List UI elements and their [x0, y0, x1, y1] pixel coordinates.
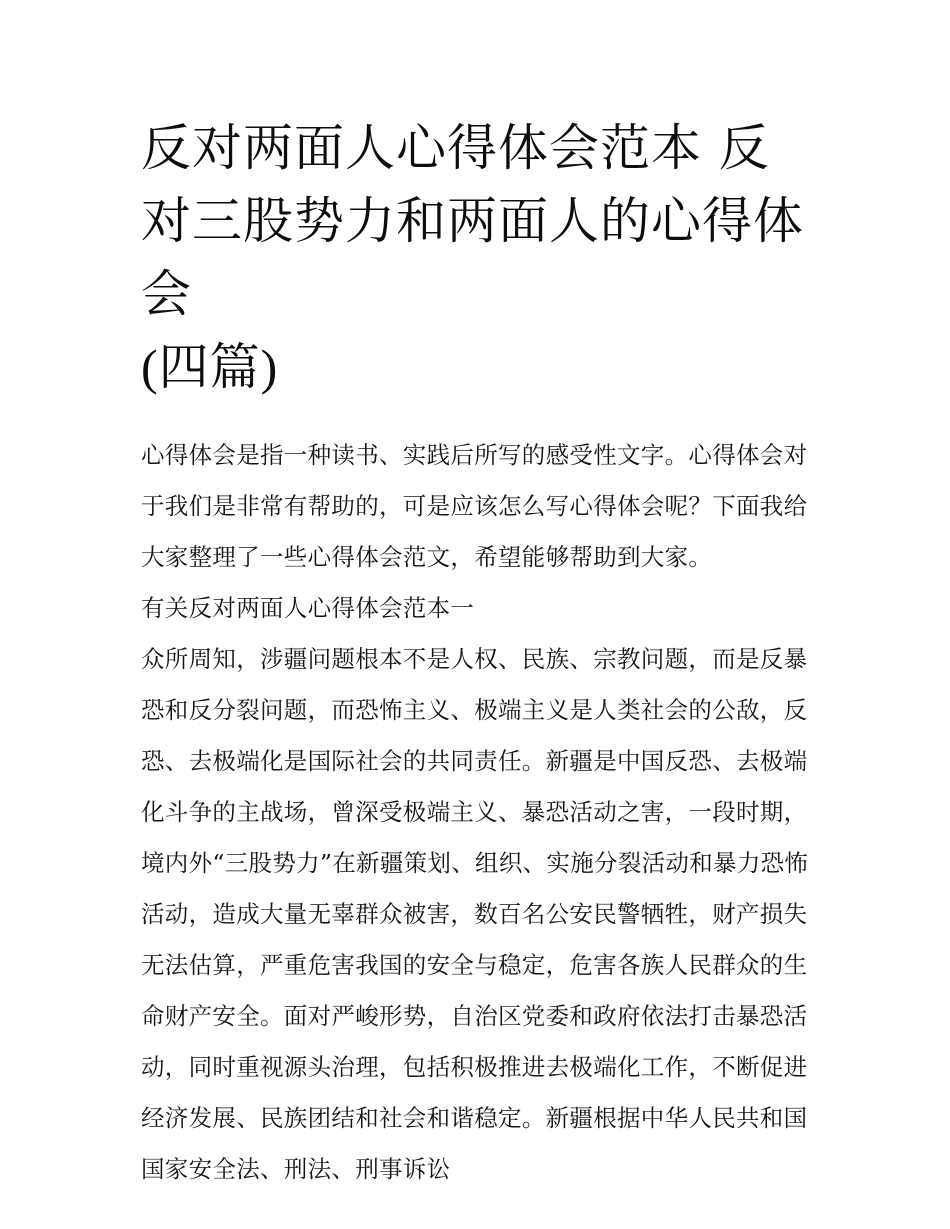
intro-paragraph: 心得体会是指一种读书、实践后所写的感受性文字。心得体会对于我们是非常有帮助的，可是应该怎么写心得体会呢？下面我给大家整理了一些心得体会范文，希望能够帮助到大家。 — [141, 441, 808, 571]
document-title-suffix: (四篇) — [141, 339, 279, 395]
document-body — [141, 430, 813, 1195]
section-paragraph: 众所周知，涉疆问题根本不是人权、民族、宗教问题，而是反暴恐和反分裂问题，而恐怖主义、极端主义是人类社会的公敌，反恐、去极端化是国际社会的共同责任。新疆是中国反恐、去极端化斗争的主战场，曾深受极端主义、暴恐活动之害，一段时期，境内外“三股势力”在新疆策划、组织、实施分裂活动和暴力恐怖活动，造成大量无辜群众被害，数百名公安民警牺牲，财产损失无法估算，严重危害我国的安全与稳定，危害各族人民群众的生命财产安全。面对严峻形势，自治区党委和政府依法打击暴恐活动，同时重视源头治理，包括积极推进去极端化工作，不断促进经济发展、民族团结和社会和谐稳定。新疆根据中华人民共和国国家安全法、刑法、刑事诉讼 — [141, 645, 809, 1183]
document-title-text: 反对两面人心得体会范本 反对三股势力和两面人的心得体会 — [141, 119, 804, 323]
document-title — [141, 112, 813, 404]
document-content — [141, 112, 813, 1195]
section-heading: 有关反对两面人心得体会范本一 — [141, 594, 475, 622]
